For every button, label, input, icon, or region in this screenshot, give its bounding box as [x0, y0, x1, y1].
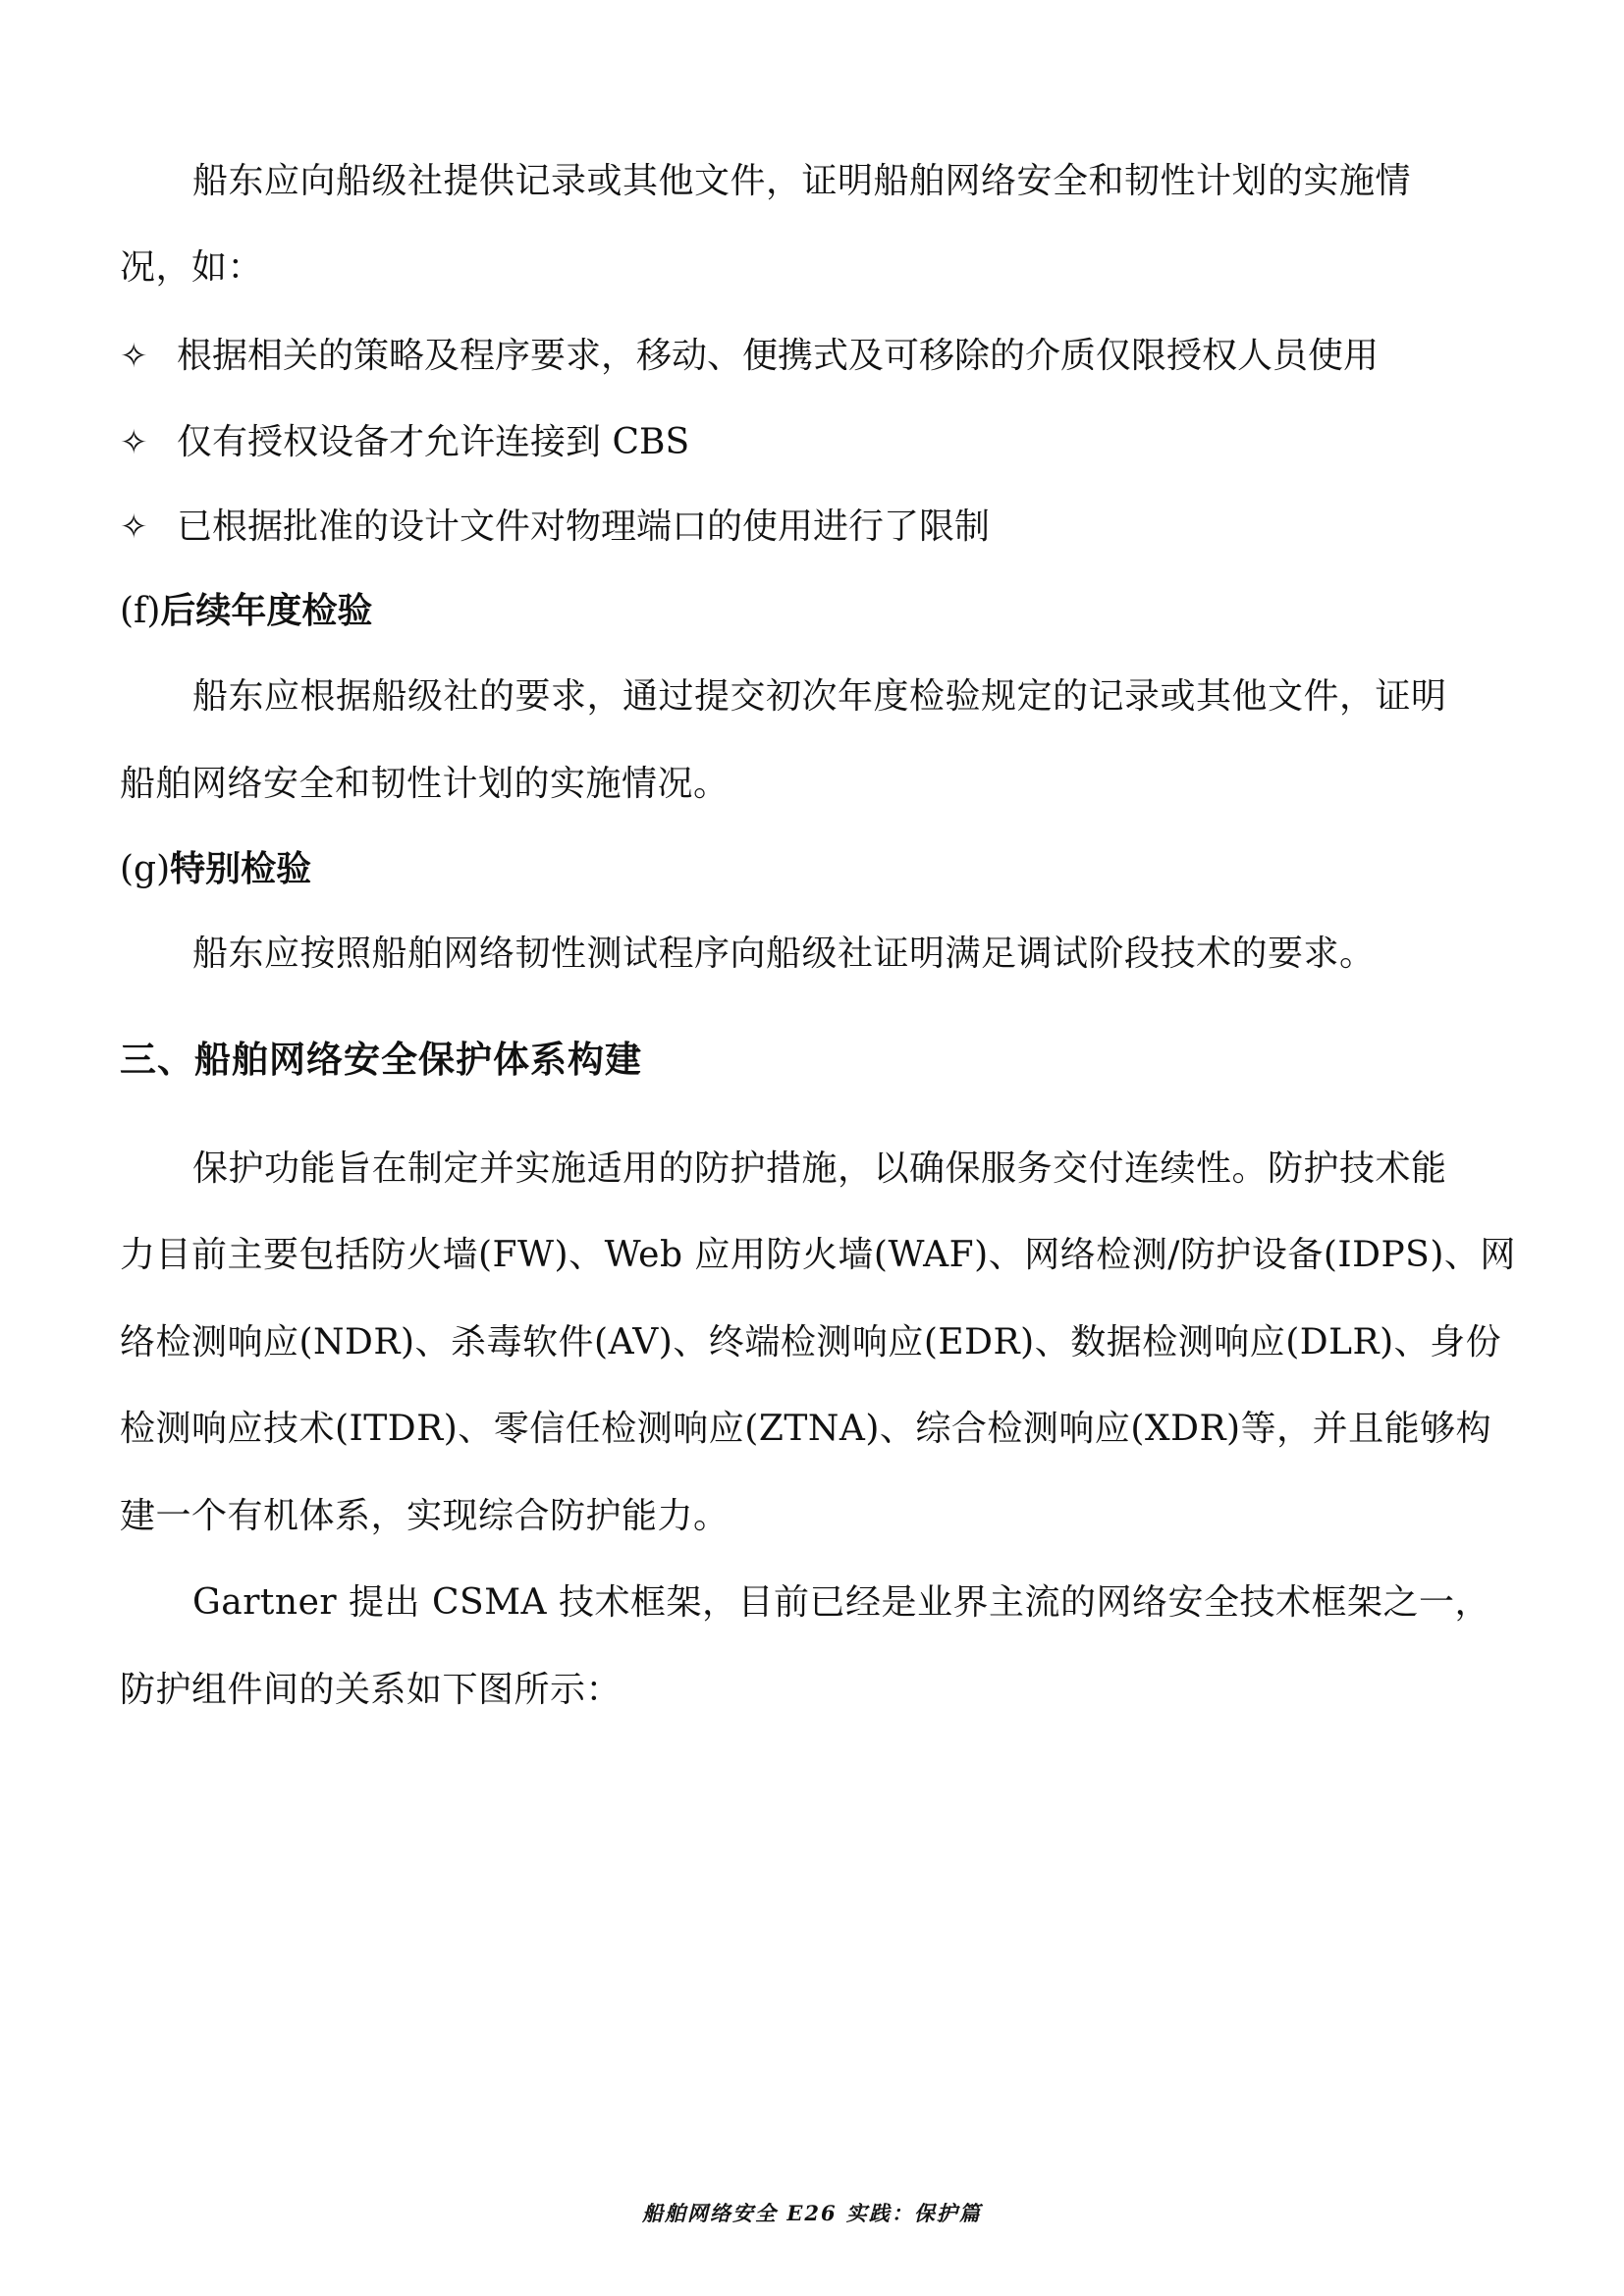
section-3-paragraph-2-line: Gartner 提出 CSMA 技术框架，目前已经是业界主流的网络安全技术框架之一，: [192, 1582, 1490, 1623]
diamond-star-bullet-icon: ✧: [120, 423, 148, 462]
diamond-star-bullet-icon: ✧: [120, 337, 148, 376]
bullet-text: 仅有授权设备才允许连接到 CBS: [177, 422, 690, 462]
section-3-paragraph-1-line: 检测响应技术(ITDR)、零信任检测响应(ZTNA)、综合检测响应(XDR)等，并且能够构: [120, 1409, 1492, 1449]
section-3-paragraph-1-line: 络检测响应(NDR)、杀毒软件(AV)、终端检测响应(EDR)、数据检测响应(DLR)、身份: [120, 1322, 1502, 1362]
bullet-text: 已根据批准的设计文件对物理端口的使用进行了限制: [177, 507, 991, 547]
page-footer: 船舶网络安全 E26 实践：保护篇: [642, 2201, 982, 2225]
subsection-heading-f: [120, 587, 372, 635]
bullet-item: [120, 333, 1379, 380]
section-3-paragraph-1-line: 保护功能旨在制定并实施适用的防护措施，以确保服务交付连续性。防护技术能: [192, 1148, 1447, 1189]
bullet-item: [120, 419, 689, 466]
subsection-marker: (g): [120, 849, 171, 889]
section-3-paragraph-2-line: 防护组件间的关系如下图所示：: [120, 1670, 623, 1710]
section-f-paragraph-line-2: 船舶网络安全和韧性计划的实施情况。: [120, 764, 730, 804]
intro-paragraph-line-1: 船东应向船级社提供记录或其他文件，证明船舶网络安全和韧性计划的实施情: [192, 161, 1412, 201]
section-3-paragraph-1-line: 建一个有机体系，实现综合防护能力。: [120, 1496, 730, 1536]
section-heading: 三、船舶网络安全保护体系构建: [120, 1038, 642, 1081]
section-3-paragraph-1-line: 力目前主要包括防火墙(FW)、Web 应用防火墙(WAF)、网络检测/防护设备(IDPS)、网: [120, 1235, 1516, 1275]
subsection-marker: (f): [120, 591, 161, 631]
diamond-star-bullet-icon: ✧: [120, 507, 148, 547]
intro-paragraph-line-2: 况，如：: [120, 247, 264, 288]
section-f-paragraph-line-1: 船东应根据船级社的要求，通过提交初次年度检验规定的记录或其他文件，证明: [192, 676, 1447, 717]
bullet-item: [120, 504, 990, 551]
subsection-title: 后续年度检验: [160, 590, 373, 631]
subsection-title: 特别检验: [170, 848, 312, 889]
subsection-heading-g: [120, 845, 311, 893]
section-g-paragraph-line-1: 船东应按照船舶网络韧性测试程序向船级社证明满足调试阶段技术的要求。: [192, 934, 1376, 974]
bullet-text: 根据相关的策略及程序要求，移动、便携式及可移除的介质仅限授权人员使用: [177, 336, 1380, 376]
